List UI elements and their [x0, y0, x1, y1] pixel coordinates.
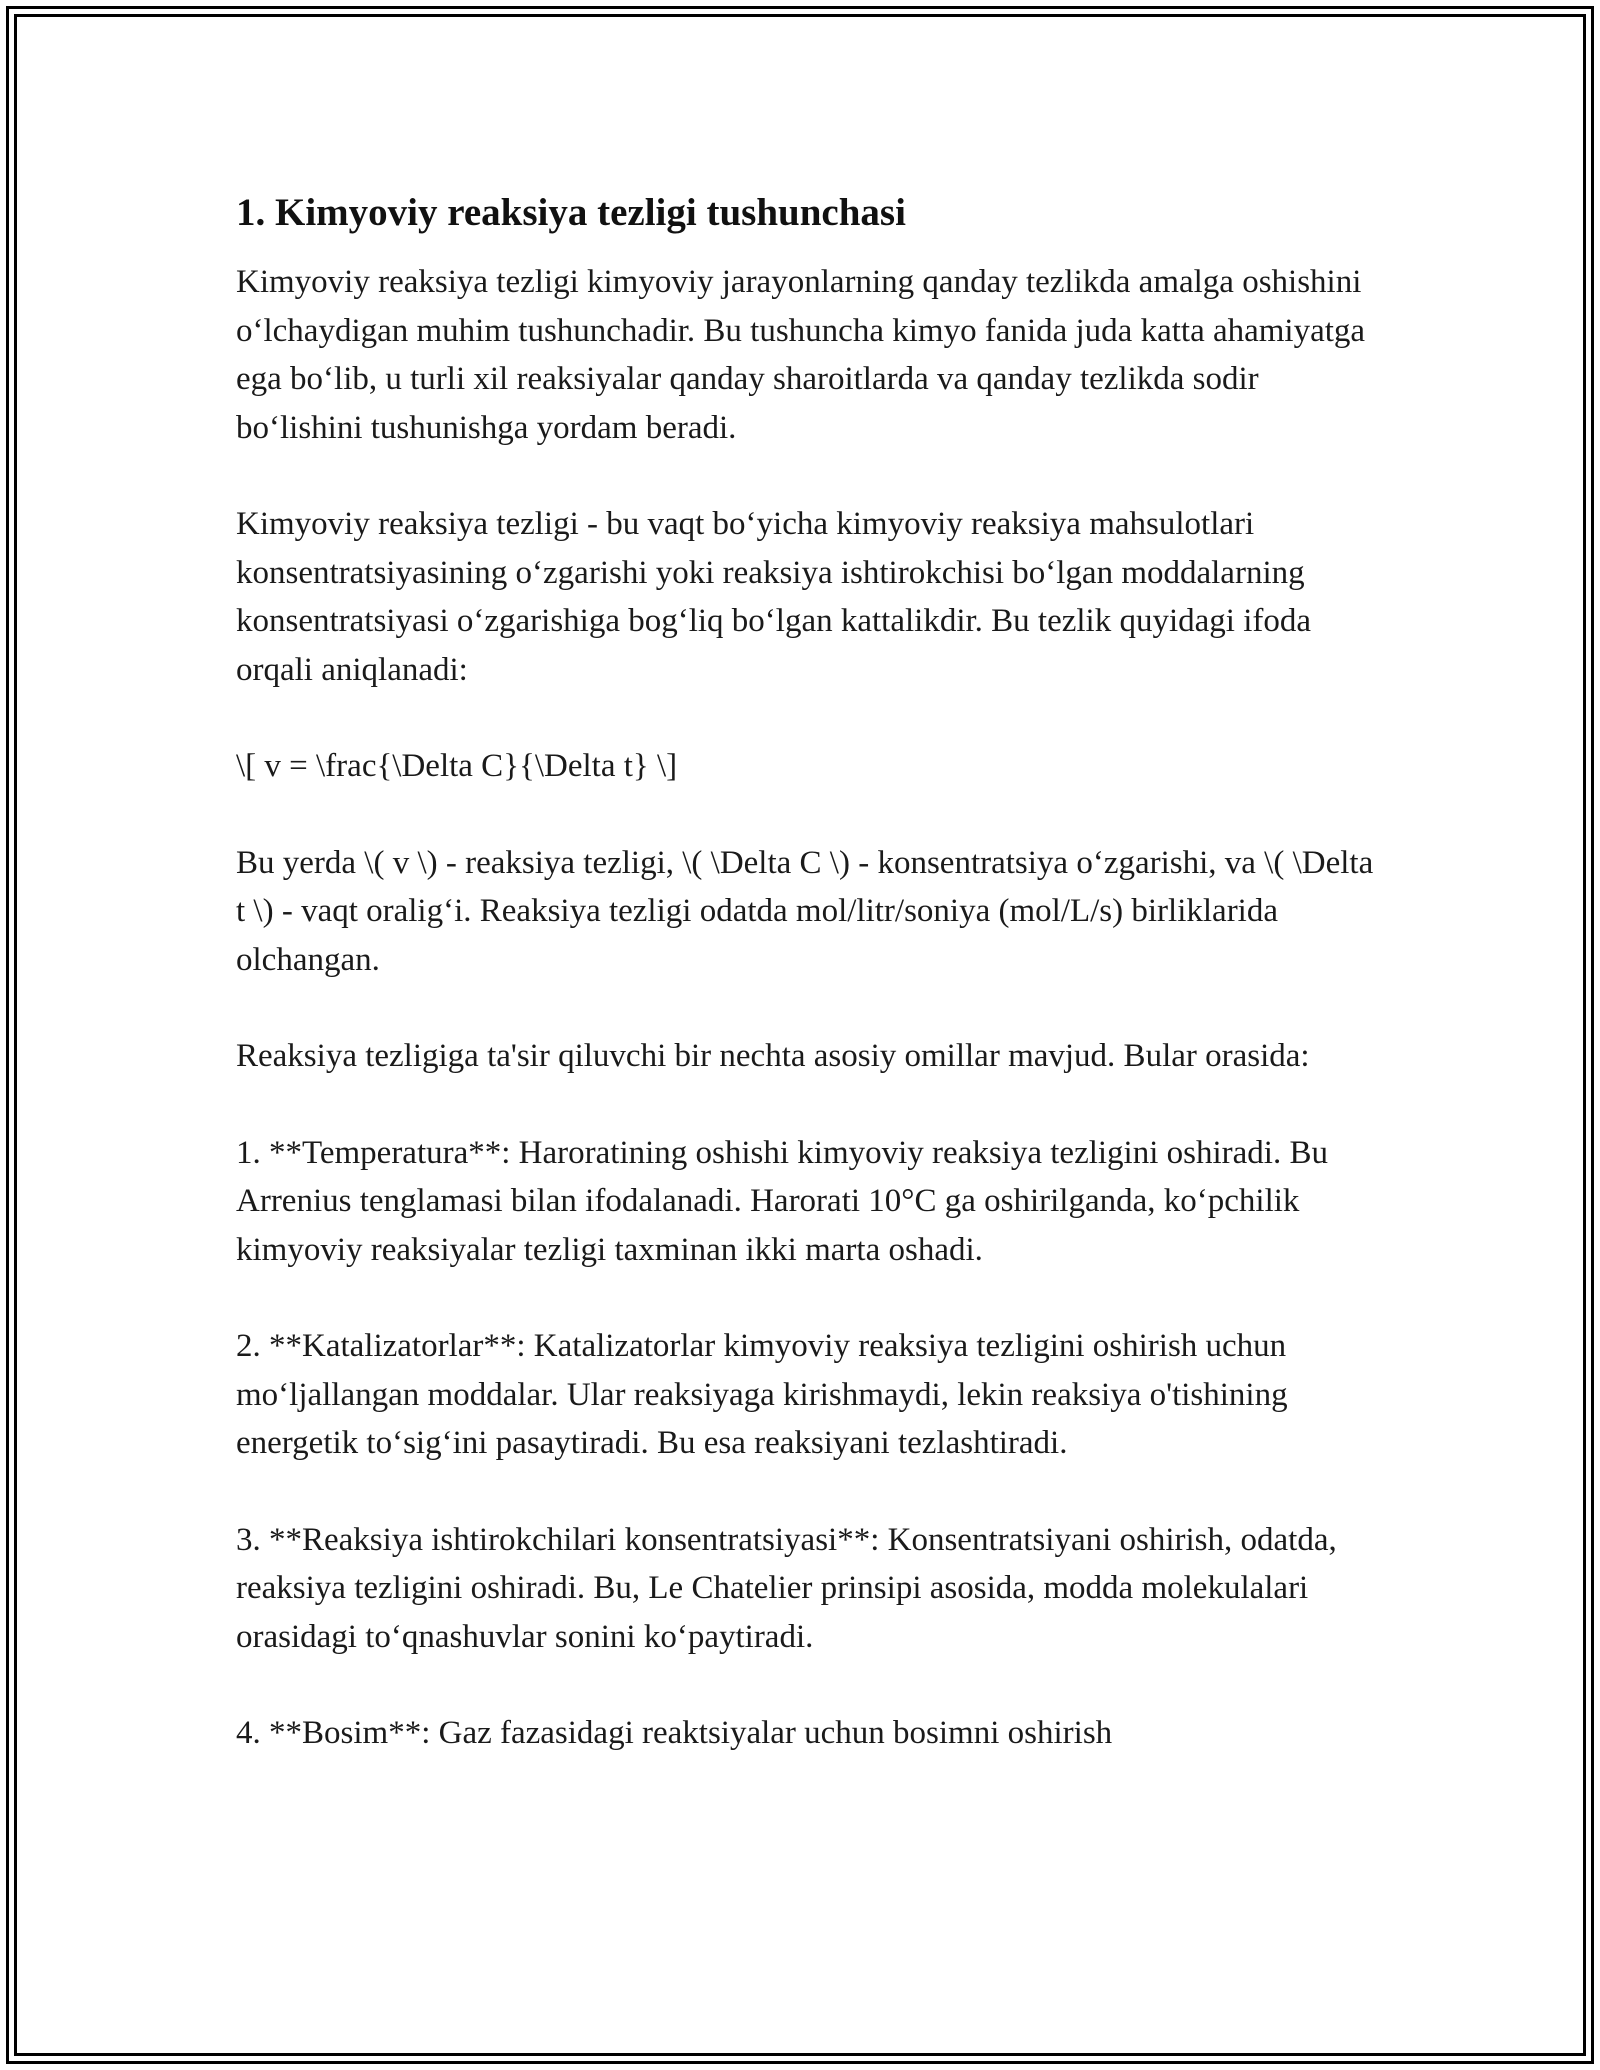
- document-body: [236, 186, 1376, 1758]
- list-item-pressure: 4. **Bosim**: Gaz fazasidagi reaktsiyalar uchun bosimni oshirish: [236, 1715, 1113, 1751]
- section-heading: 1. Kimyoviy reaksiya tezligi tushunchasi: [236, 191, 906, 234]
- paragraph-intro: Kimyoviy reaksiya tezligi kimyoviy jarayonlarning qanday tezlikda amalga oshishini o‘lchaydigan muhim tushunchadir. Bu tushuncha kimyo fanida juda katta ahamiyatga ega bo‘lib, u turli xil reaksiyalar qanday sharoitlarda va qanday tezlikda sodir bo‘lishini tushunishga yordam beradi.: [236, 264, 1366, 446]
- list-item-catalysts: 2. **Katalizatorlar**: Katalizatorlar kimyoviy reaksiya tezligini oshirish uchun mo‘ljallangan moddalar. Ular reaksiyaga kirishmaydi, lekin reaksiya o'tishining energetik to‘sig‘ini pasaytiradi. Bu esa reaksiyani tezlashtiradi.: [236, 1328, 1288, 1461]
- paragraph-factors-intro: Reaksiya tezligiga ta'sir qiluvchi bir nechta asosiy omillar mavjud. Bular orasida:: [236, 1038, 1310, 1074]
- list-item-temperature: 1. **Temperatura**: Haroratining oshishi kimyoviy reaksiya tezligini oshiradi. Bu Arrenius tenglamasi bilan ifodalanadi. Harorati 10°C ga oshirilganda, ko‘pchilik kimyoviy reaksiyalar tezligi taxminan ikki marta oshadi.: [236, 1134, 1328, 1268]
- paragraph-definition: Kimyoviy reaksiya tezligi - bu vaqt bo‘yicha kimyoviy reaksiya mahsulotlari konsentratsiyasining o‘zgarishi yoki reaksiya ishtirokchisi bo‘lgan moddalarning konsentratsiyasi o‘zgarishiga bog‘liq bo‘lgan kattalikdir. Bu tezlik quyidagi ifoda orqali aniqlanadi:: [236, 506, 1312, 688]
- formula-line: \[ v = \frac{\Delta C}{\Delta t} \]: [236, 748, 678, 784]
- list-item-concentration: 3. **Reaksiya ishtirokchilari konsentratsiyasi**: Konsentratsiyani oshirish, odatda, reaksiya tezligini oshiradi. Bu, Le Chatelier prinsipi asosida, modda molekulalari orasidagi to‘qnashuvlar sonini ko‘paytiradi.: [236, 1521, 1337, 1655]
- paragraph-formula-explanation: Bu yerda \( v \) - reaksiya tezligi, \( \Delta C \) - konsentratsiya o‘zgarishi, va \( \Delta t \) - vaqt oralig‘i. Reaksiya tezligi odatda mol/litr/soniya (mol/L/s) birliklarida olchangan.: [236, 844, 1374, 978]
